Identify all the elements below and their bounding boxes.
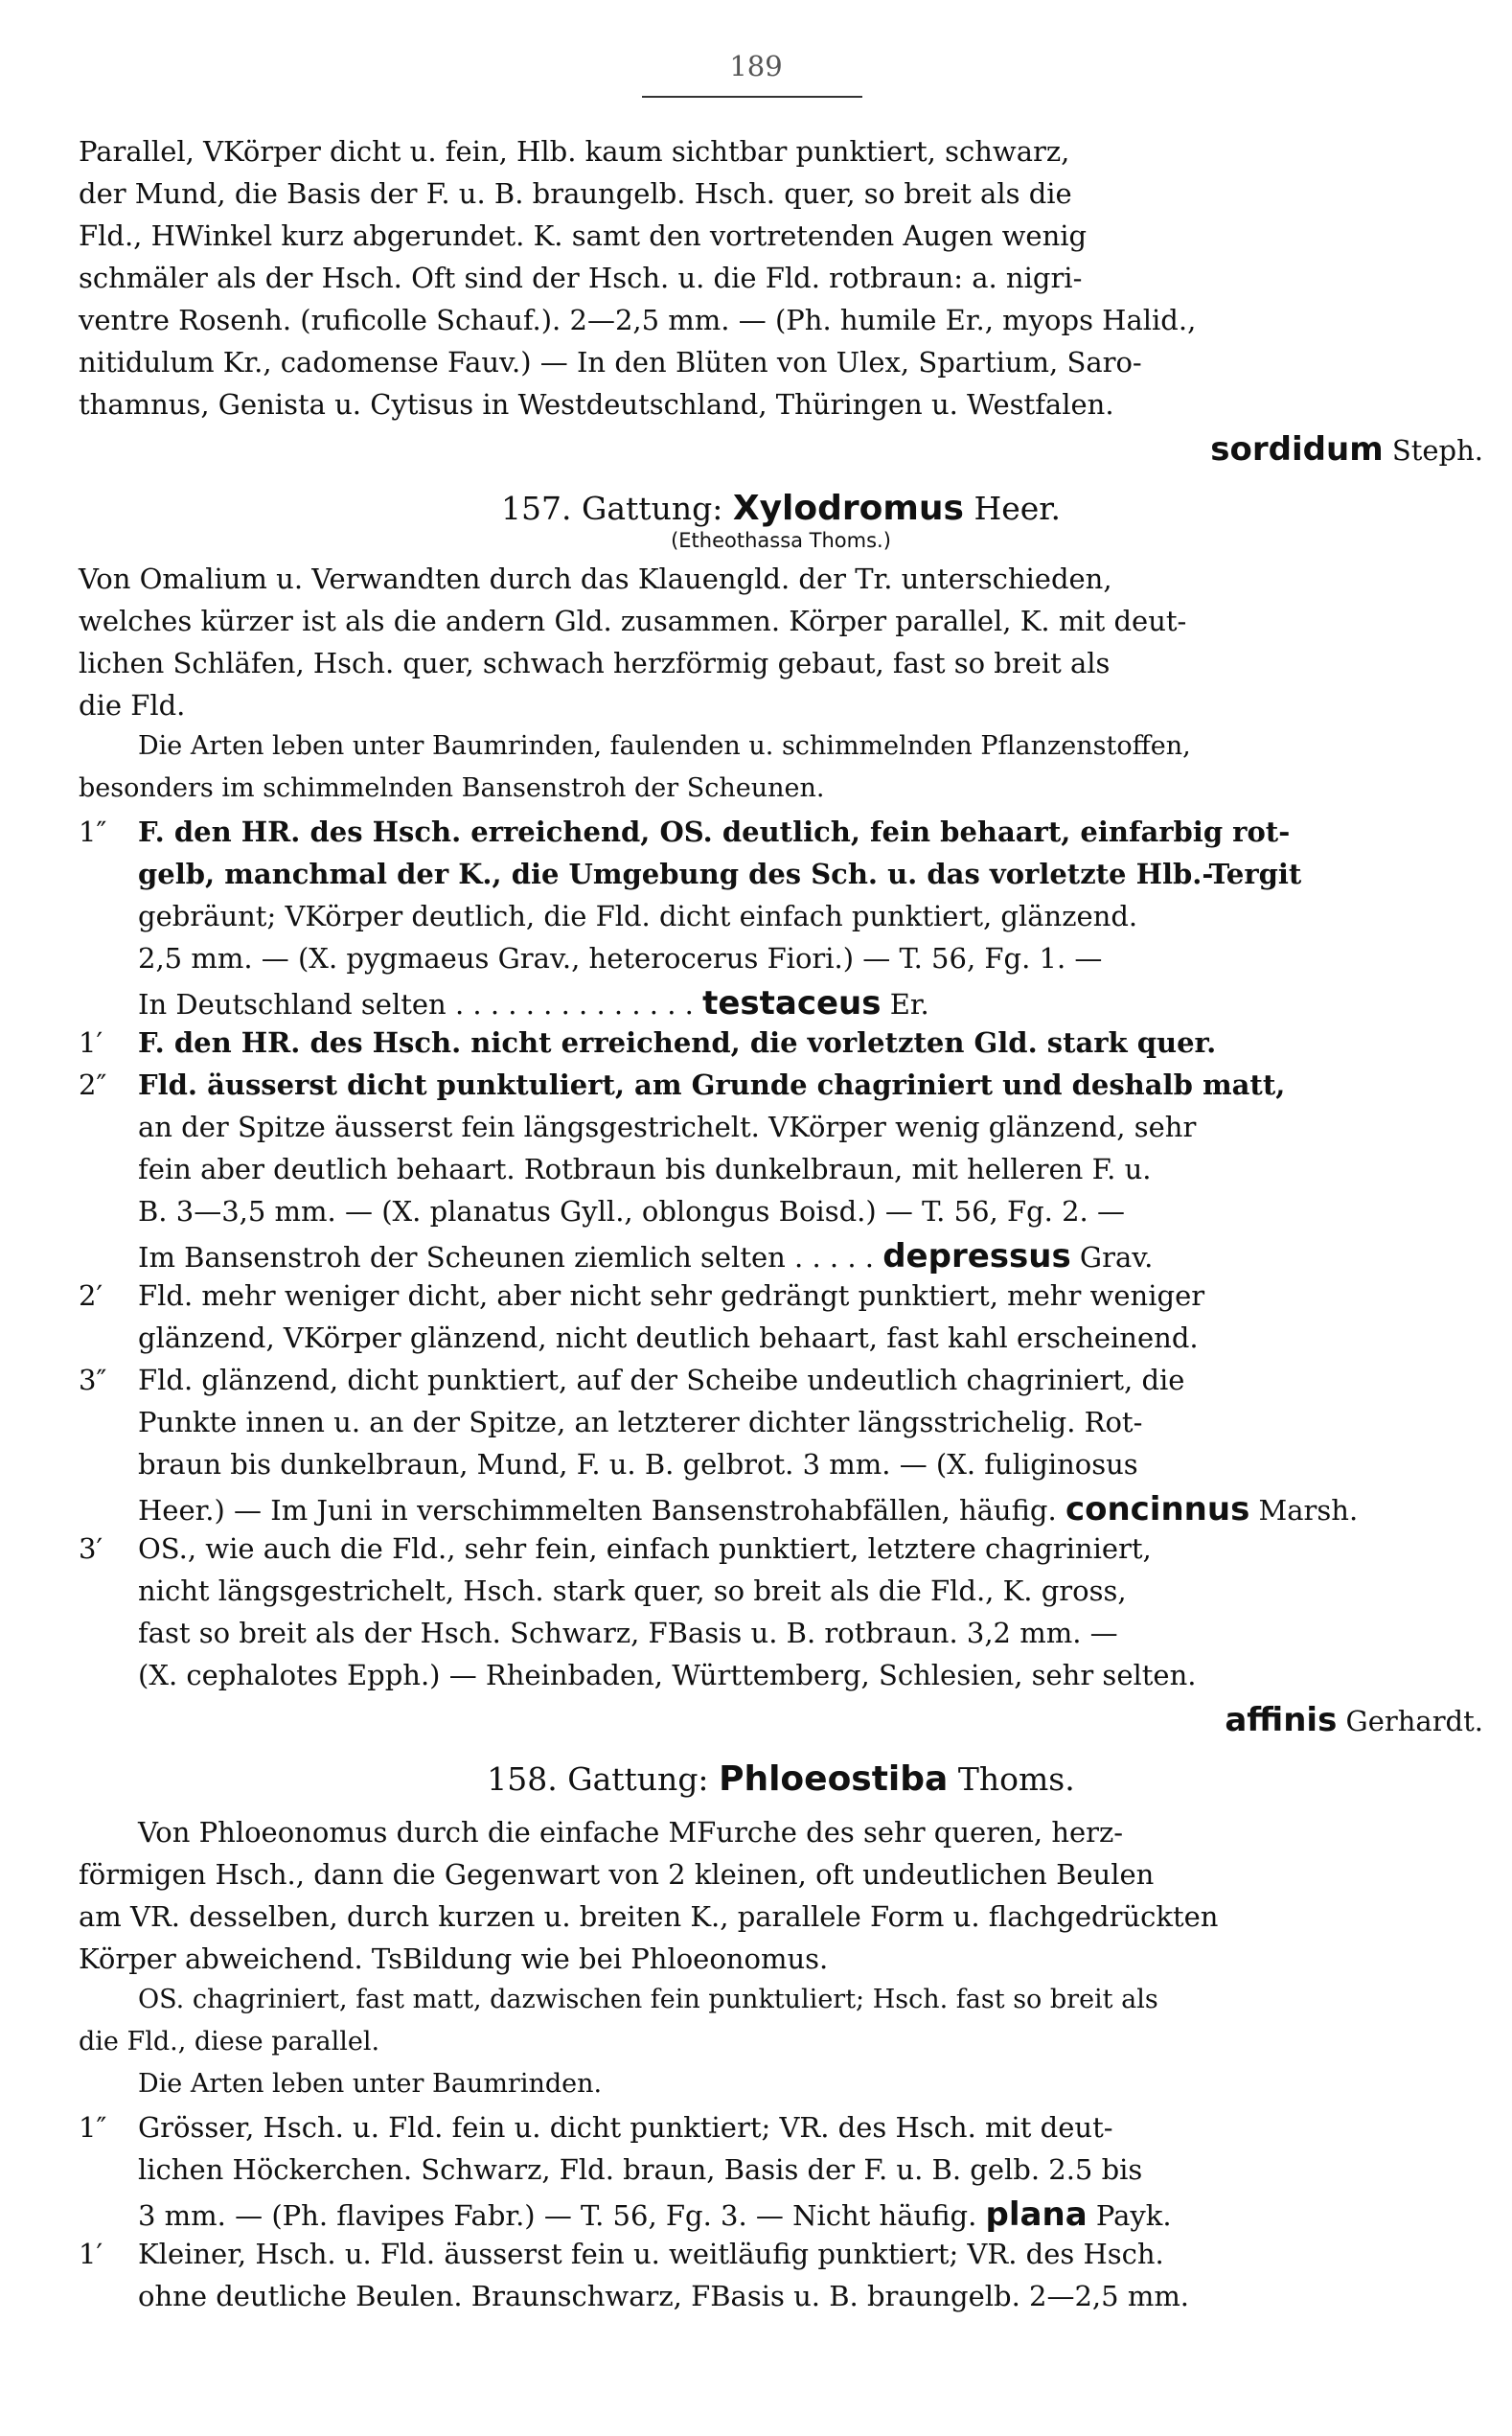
species-line — [79, 1698, 1483, 1740]
genus-synonym: (Etheothassa Thoms.) — [671, 529, 891, 552]
species-line — [79, 1487, 1483, 1529]
text-line: Fld., HWinkel kurz abgerundet. K. samt den vortretenden Augen wenig — [79, 219, 1088, 252]
text-line: die Fld., diese parallel. — [79, 2027, 380, 2057]
key-entry — [79, 813, 1483, 855]
text-line: fein aber deutlich behaart. Rotbraun bis dunkelbraun, mit helleren F. u. — [138, 1153, 1152, 1185]
text-line: Punkte innen u. an der Spitze, an letzterer dichter längsstrichelig. Rot- — [138, 1406, 1143, 1438]
text-line: am VR. desselben, durch kurzen u. breiten K., parallele Form u. flachgedrückten — [79, 1900, 1219, 1933]
species-name: plana — [985, 2195, 1088, 2234]
key-tail: Im Bansenstroh der Scheunen ziemlich selten . . . . . — [138, 1241, 874, 1274]
key-entry — [79, 1276, 1483, 1319]
text-line: förmigen Hsch., dann die Gegenwart von 2 kleinen, oft undeutlichen Beulen — [79, 1858, 1155, 1891]
key-entry — [79, 1361, 1483, 1403]
text-line: glänzend, VKörper glänzend, nicht deutlich behaart, fast kahl erscheinend. — [138, 1321, 1199, 1354]
key-entry — [79, 2235, 1483, 2277]
species-line — [79, 981, 1483, 1023]
genus-heading — [79, 1756, 1483, 1798]
page-body — [79, 132, 1483, 2319]
key-text: OS., wie auch die Fld., sehr fein, einfach punktiert, letztere chagriniert, — [138, 1532, 1152, 1565]
key-number: 3″ — [79, 1364, 107, 1396]
key-text: Grösser, Hsch. u. Fld. fein u. dicht punktiert; VR. des Hsch. mit deut- — [138, 2111, 1113, 2144]
key-number: 1′ — [79, 2238, 103, 2270]
genus-author: Heer. — [974, 490, 1061, 527]
text-line: Die Arten leben unter Baumrinden. — [138, 2069, 603, 2099]
text-line: besonders im schimmelnden Bansenstroh der Scheunen. — [79, 773, 825, 803]
species-line — [79, 427, 1483, 470]
species-author: Grav. — [1079, 1241, 1154, 1274]
text-line: Von Omalium u. Verwandten durch das Klauengld. der Tr. unterschieden, — [79, 563, 1112, 595]
intro-block — [79, 132, 1483, 470]
key-text: Kleiner, Hsch. u. Fld. äusserst fein u. weitläufig punktiert; VR. des Hsch. — [138, 2238, 1164, 2270]
key-text: Fld. glänzend, dicht punktiert, auf der Scheibe undeutlich chagriniert, die — [138, 1364, 1185, 1396]
text-line: braun bis dunkelbraun, Mund, F. u. B. gelbrot. 3 mm. — (X. fuliginosus — [138, 1448, 1138, 1481]
species-line — [79, 2193, 1483, 2235]
species-line — [79, 1234, 1483, 1276]
text-line: gebräunt; VKörper deutlich, die Fld. dicht einfach punktiert, glänzend. — [138, 900, 1138, 932]
text-line: OS. chagriniert, fast matt, dazwischen fein punktuliert; Hsch. fast so breit als — [138, 1985, 1158, 2014]
text-line: ohne deutliche Beulen. Braunschwarz, FBasis u. B. braungelb. 2—2,5 mm. — [138, 2280, 1190, 2312]
text-line: 2,5 mm. — (X. pygmaeus Grav., heterocerus Fiori.) — T. 56, Fg. 1. — — [138, 942, 1103, 975]
page-number: 189 — [729, 50, 783, 82]
genus-prefix: 157. Gattung: — [501, 490, 723, 527]
species-author: Gerhardt. — [1345, 1705, 1483, 1737]
species-name: sordidum — [1210, 430, 1384, 469]
key-number: 3′ — [79, 1532, 103, 1565]
key-text: Fld. äusserst dicht punktuliert, am Grunde chagriniert und deshalb matt, — [138, 1069, 1286, 1101]
key-number: 2′ — [79, 1279, 103, 1312]
text-line: lichen Höckerchen. Schwarz, Fld. braun, Basis der F. u. B. gelb. 2.5 bis — [138, 2153, 1143, 2186]
key-number: 1′ — [79, 1026, 103, 1059]
genus-name: Xylodromus — [732, 489, 964, 528]
text-line: der Mund, die Basis der F. u. B. braungelb. Hsch. quer, so breit als die — [79, 177, 1072, 210]
key-entry — [79, 1529, 1483, 1572]
text-line: thamnus, Genista u. Cytisus in Westdeutschland, Thüringen u. Westfalen. — [79, 388, 1114, 421]
genus-name: Phloeostiba — [719, 1759, 949, 1799]
text-line: gelb, manchmal der K., die Umgebung des Sch. u. das vorletzte Hlb.-Tergit — [138, 858, 1302, 890]
species-author: Payk. — [1095, 2199, 1172, 2232]
key-tail: 3 mm. — (Ph. flavipes Fabr.) — T. 56, Fg. 3. — Nicht häufig. — [138, 2199, 977, 2232]
text-line: die Fld. — [79, 689, 186, 722]
text-line: welches kürzer ist als die andern Gld. zusammen. Körper parallel, K. mit deut- — [79, 605, 1187, 637]
key-text: F. den HR. des Hsch. erreichend, OS. deutlich, fein behaart, einfarbig rot- — [138, 816, 1291, 848]
species-author: Er. — [889, 988, 929, 1021]
key-tail: In Deutschland selten . . . . . . . . . . . . . . — [138, 988, 694, 1021]
species-name: affinis — [1225, 1701, 1338, 1739]
text-line: Parallel, VKörper dicht u. fein, Hlb. kaum sichtbar punktiert, schwarz, — [79, 135, 1070, 168]
key-entry — [79, 1066, 1483, 1108]
key-number: 1″ — [79, 816, 107, 848]
key-number: 2″ — [79, 1069, 107, 1101]
genus-heading — [79, 485, 1483, 527]
text-line: Die Arten leben unter Baumrinden, faulenden u. schimmelnden Pflanzenstoffen, — [138, 731, 1191, 761]
text-line: nicht längsgestrichelt, Hsch. stark quer, so breit als die Fld., K. gross, — [138, 1574, 1127, 1607]
text-line: fast so breit als der Hsch. Schwarz, FBasis u. B. rotbraun. 3,2 mm. — — [138, 1617, 1118, 1649]
species-name: concinnus — [1065, 1490, 1250, 1528]
text-line: nitidulum Kr., cadomense Fauv.) — In den Blüten von Ulex, Spartium, Saro- — [79, 346, 1142, 379]
text-line: Körper abweichend. TsBildung wie bei Phloeonomus. — [79, 1942, 829, 1975]
text-line: (X. cephalotes Epph.) — Rheinbaden, Württemberg, Schlesien, sehr selten. — [138, 1659, 1197, 1691]
species-author: Marsh. — [1258, 1494, 1359, 1527]
key-entry — [79, 2108, 1483, 2150]
page-number-rule — [642, 96, 862, 98]
species-name: testaceus — [702, 984, 882, 1023]
text-line: an der Spitze äusserst fein längsgestrichelt. VKörper wenig glänzend, sehr — [138, 1111, 1197, 1143]
species-name: depressus — [882, 1237, 1071, 1275]
genus-author: Thoms. — [957, 1760, 1075, 1798]
text-line: ventre Rosenh. (ruficolle Schauf.). 2—2,5 mm. — (Ph. humile Er., myops Halid., — [79, 304, 1197, 336]
text-line: Von Phloeonomus durch die einfache MFurche des sehr queren, herz- — [138, 1816, 1124, 1849]
text-line: lichen Schläfen, Hsch. quer, schwach herzförmig gebaut, fast so breit als — [79, 647, 1111, 679]
key-text: Fld. mehr weniger dicht, aber nicht sehr gedrängt punktiert, mehr weniger — [138, 1279, 1205, 1312]
genus-prefix: 158. Gattung: — [487, 1760, 709, 1798]
key-tail: Heer.) — Im Juni in verschimmelten Bansenstrohabfällen, häufig. — [138, 1494, 1057, 1527]
species-author: Steph. — [1391, 434, 1483, 467]
key-number: 1″ — [79, 2111, 107, 2144]
key-entry — [79, 1023, 1483, 1066]
text-line: schmäler als der Hsch. Oft sind der Hsch. u. die Fld. rotbraun: a. nigri- — [79, 262, 1083, 294]
text-line: B. 3—3,5 mm. — (X. planatus Gyll., oblongus Boisd.) — T. 56, Fg. 2. — — [138, 1195, 1125, 1228]
key-text: F. den HR. des Hsch. nicht erreichend, die vorletzten Gld. stark quer. — [138, 1026, 1217, 1059]
